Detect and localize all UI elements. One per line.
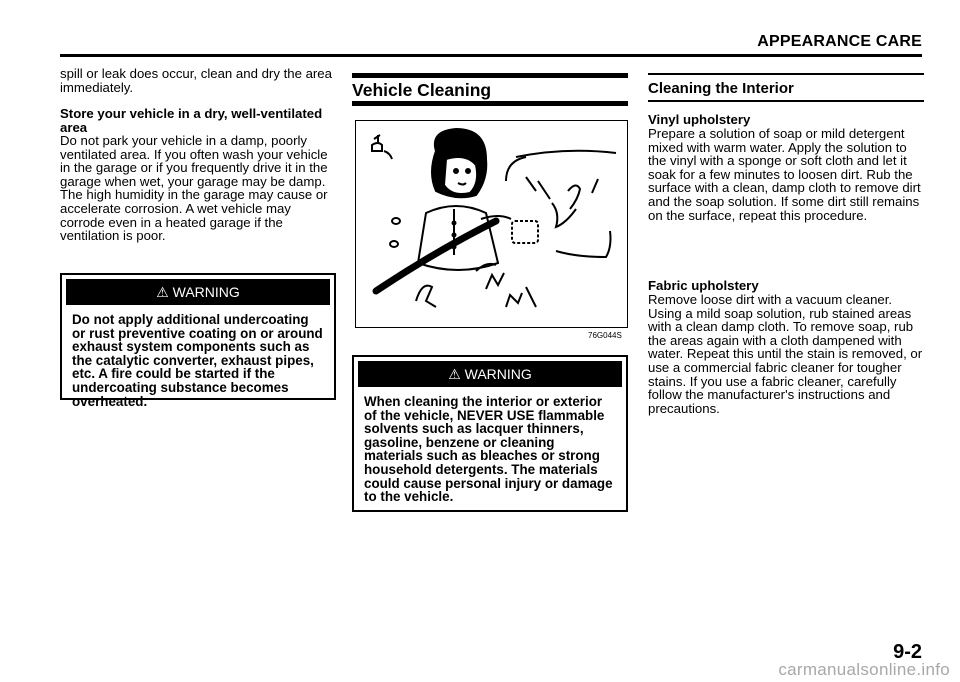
warning-box-undercoating [60, 273, 336, 409]
fabric-paragraph: Remove loose dirt with a vacuum cleaner. Using a mild soap solution, rub stained areas with a clean damp cloth. To remove soap, rub the areas again with a cloth dampened with water. Repeat this until the stain is removed, or use a commercial fabric cleaner for tougher stains. If you use a fabric cleaner, carefully follow the manufacturer's instructions and precautions. [648, 292, 923, 416]
vehicle-cleaning-title: Vehicle Cleaning [352, 80, 492, 100]
warning-box-solvents [352, 355, 628, 512]
store-paragraph: Do not park your vehicle in a damp, poorly ventilated area. If you often wash your vehicle in the garage or if you frequently drive it in the garage when wet, your garage may be damp. The high humidity in the garage may cause or accelerate corrosion. A wet vehicle may corrode even in a heated garage if the ventilation is poor. [60, 133, 328, 244]
warning-text: Do not apply additional undercoating or rust preventive coating on or around exhaust system components such as the catalytic converter, exhaust pipes, etc. A fire could be started if the undercoating substance becomes overheated. [72, 312, 323, 409]
cleaning-interior-title: Cleaning the Interior [648, 80, 794, 97]
image-code: 76G044S [588, 331, 622, 340]
fabric-heading: Fabric upholstery [648, 278, 759, 293]
warning-header [66, 279, 330, 305]
warning-triangle-icon: ⚠ [156, 284, 169, 300]
vinyl-heading: Vinyl upholstery [648, 112, 751, 127]
section-rule-top [648, 73, 924, 75]
section-rule-bottom [648, 100, 924, 102]
cleaning-illustration [355, 120, 628, 328]
watermark: carmanualsonline.info [778, 660, 950, 679]
woman-cleaning-seat-image [356, 121, 627, 327]
warning-triangle-icon: ⚠ [448, 366, 461, 382]
vinyl-paragraph: Prepare a solution of soap or mild detergent mixed with warm water. Apply the solution to the vinyl with a sponge or soft cloth and let it soak for a few minutes to loosen dirt. Rub the surface with a clean, damp cloth to remove dirt and the soap solution. If some dirt still remains on the surface, repeat this procedure. [648, 126, 921, 223]
warning-text: When cleaning the interior or exterior of the vehicle, NEVER USE flammable solvents such as lacquer thinners, gasoline, benzene or cleaning materials such as bleaches or strong household detergents. The materials could cause personal injury or damage to the vehicle. [364, 394, 613, 505]
title-rule-top [352, 73, 628, 78]
section-header-title: APPEARANCE CARE [757, 33, 922, 50]
store-heading: Store your vehicle in a dry, well-ventilated area [60, 106, 323, 135]
intro-paragraph: spill or leak does occur, clean and dry the area immediately. [60, 66, 332, 95]
title-rule-bottom [352, 101, 628, 106]
page-number: 9-2 [893, 641, 922, 663]
warning-label: WARNING [172, 284, 240, 300]
header-rule [60, 54, 922, 57]
warning-label: WARNING [464, 366, 532, 382]
warning-header [358, 361, 622, 387]
